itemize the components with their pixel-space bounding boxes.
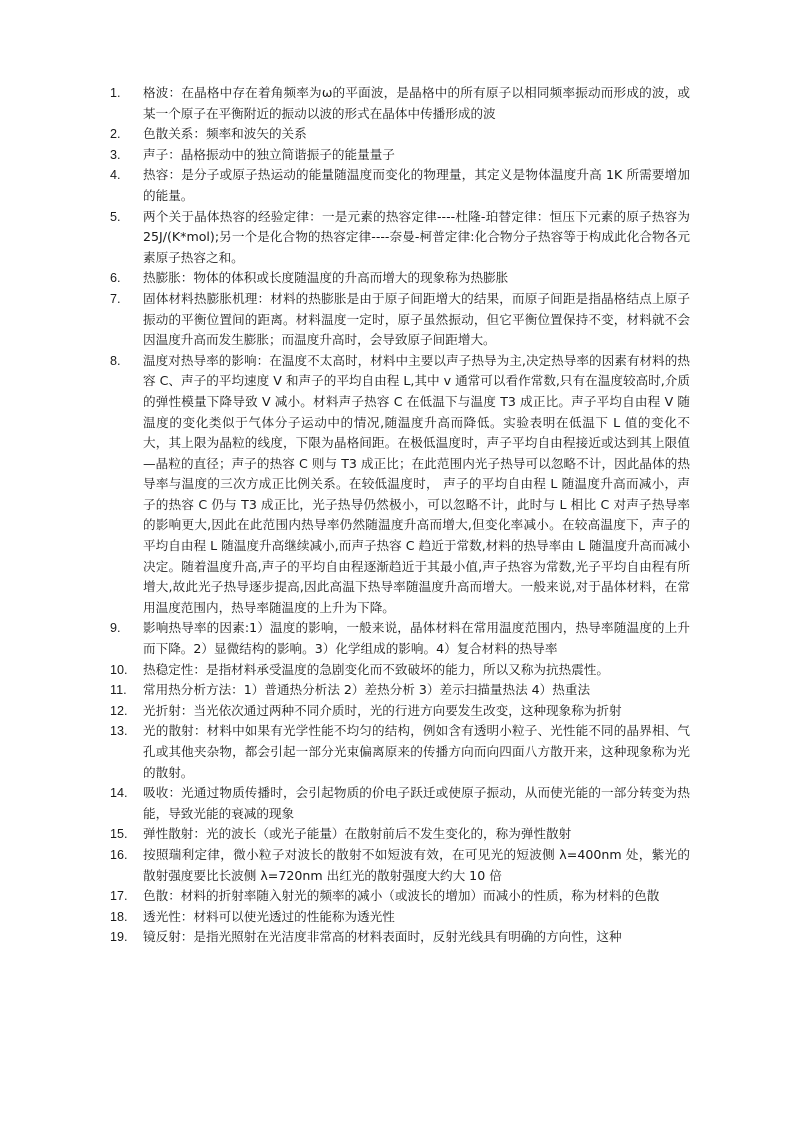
item-text: 影响热导率的因素:1）温度的影响，一般来说，晶体材料在常用温度范围内，热导率随温度的上升而下降。2）显微结构的影响。3）化学组成的影响。4）复合材料的热导率 (143, 620, 690, 657)
list-item (110, 145, 690, 166)
item-number: 7. (110, 291, 121, 306)
item-text: 透光性：材料可以使光透过的性能称为透光性 (143, 908, 395, 924)
definition-list (110, 83, 690, 948)
item-text: 格波：在晶格中存在着角频率为ω的平面波，是晶格中的所有原子以相同频率振动而形成的波，或某一个原子在平衡附近的振动以波的形式在晶体中传播形成的波 (143, 85, 690, 121)
item-number: 10. (110, 662, 128, 677)
list-item (110, 783, 690, 824)
item-number: 11. (110, 683, 127, 698)
item-text: 热容：是分子或原子热运动的能量随温度而变化的物理量，其定义是物体温度升高 1K 所需要增加的能量。 (143, 167, 690, 203)
item-number: 19. (110, 930, 128, 945)
item-text: 声子：晶格振动中的独立简谐振子的能量量子 (143, 146, 395, 162)
list-item (110, 207, 690, 269)
list-item (110, 907, 690, 928)
item-text: 色散：材料的折射率随入射光的频率的减小（或波长的增加）而减小的性质，称为材料的色散 (143, 888, 660, 904)
item-text: 两个关于晶体热容的经验定律：一是元素的热容定律----杜隆-珀替定律：恒压下元素的原子热容为 25J/(K*mol);另一个是化合物的热容定律----奈曼-柯普定律:化合物分子热容等于构成此化合物各元素原子热容之和。 (143, 208, 690, 265)
list-item (110, 721, 690, 783)
item-number: 3. (110, 147, 121, 162)
list-item (110, 824, 690, 845)
list-item (110, 927, 690, 948)
item-number: 13. (110, 724, 128, 739)
item-text: 常用热分析方法：1）普通热分析法 2）差热分析 3）差示扫描量热法 4）热重法 (143, 682, 591, 698)
list-item (110, 618, 690, 659)
list-item (110, 268, 690, 289)
list-item (110, 701, 690, 722)
item-number: 2. (110, 127, 121, 142)
item-text: 按照瑞利定律，微小粒子对波长的散射不如短波有效，在可见光的短波侧 λ=400nm 处，紫光的散射强度要比长波侧 λ=720nm 出红光的散射强度大约大 10 倍 (143, 846, 690, 883)
item-number: 9. (110, 621, 121, 636)
item-text: 光折射：当光依次通过两种不同介质时，光的行进方向要发生改变，这种现象称为折射 (143, 702, 622, 718)
item-number: 12. (110, 703, 128, 718)
list-item (110, 165, 690, 206)
item-text: 固体材料热膨胀机理：材料的热膨胀是由于原子间距增大的结果，而原子间距是指晶格结点上原子振动的平衡位置间的距离。材料温度一定时，原子虽然振动，但它平衡位置保持不变，材料就不会因温度升高而发生膨胀；而温度升高时，会导致原子间距增大。 (143, 290, 690, 348)
list-item (110, 660, 690, 681)
item-number: 4. (110, 168, 121, 183)
list-item (110, 351, 690, 619)
item-text: 温度对热导率的影响：在温度不太高时，材料中主要以声子热导为主,决定热导率的因素有材料的热容 C、声子的平均速度 V 和声子的平均自由程 L,其中 v 通常可以看作常数,只有在温度较高时,介质的弹性模量下降导致 V 减小。材料声子热容 C 在低温下与温度 T3 成正比。声子平均自由程 V 随温度的变化类似于气体分子运动中的情况,随温度升高而降低。实验表明在低温下 L 值的变化不大，其上限为晶粒的线度，下限为晶格间距。在极低温度时，声子平均自由程接近或达到其上限值—晶粒的直径；声子的热容 C 则与 T3 成正比；在此范围内光子热导可以忽略不计，因此晶体的热导率与温度的三次方成正比例关系。在较低温度时， 声子的平均自由程 L 随温度升高而减小，声子的热容 C 仍与 T3 成正比，光子热导仍然极小，可以忽略不计，此时与 L 相比 C 对声子热导率的影响更大,因此在此范围内热导率仍然随温度升高而增大,但变化率减小。在较高温度下，声子的平均自由程 L 随温度升高继续减小,而声子热容 C 趋近于常数,材料的热导率由 L 随温度升高而减小决定。随着温度升高,声子的平均自由程逐渐趋近于其最小值,声子热容为常数,光子平均自由程有所增大,故此光子热导逐步提高,因此高温下热导率随温度升高而增大。一般来说,对于晶体材料，在常用温度范围内，热导率随温度的上升为下降。 (143, 352, 690, 615)
item-number: 14. (110, 786, 128, 801)
item-text: 热膨胀：物体的体积或长度随温度的升高而增大的现象称为热膨胀 (143, 270, 509, 286)
item-number: 5. (110, 209, 121, 224)
item-text: 弹性散射：光的波长（或光子能量）在散射前后不发生变化的，称为弹性散射 (143, 826, 572, 842)
item-number: 17. (110, 889, 128, 904)
item-number: 18. (110, 909, 128, 924)
list-item (110, 83, 690, 124)
item-number: 15. (110, 827, 128, 842)
list-item (110, 124, 690, 145)
list-item (110, 886, 690, 907)
item-number: 1. (110, 86, 121, 100)
item-number: 8. (110, 353, 121, 368)
item-text: 色散关系：频率和波矢的关系 (143, 126, 307, 142)
list-item (110, 289, 690, 351)
list-item (110, 680, 690, 701)
item-text: 光的散射：材料中如果有光学性能不均匀的结构，例如含有透明小粒子、光性能不同的晶界相、气孔或其他夹杂物，都会引起一部分光束偏离原来的传播方向而向四面八方散开来，这种现象称为光的散射。 (143, 723, 690, 780)
item-text: 吸收：光通过物质传播时，会引起物质的价电子跃迁或使原子振动，从而使光能的一部分转变为热能，导致光能的衰减的现象 (143, 785, 690, 821)
item-number: 6. (110, 271, 121, 286)
item-number: 16. (110, 847, 128, 862)
list-item (110, 845, 690, 886)
item-text: 镜反射：是指光照射在光洁度非常高的材料表面时，反射光线具有明确的方向性，这种 (143, 929, 622, 945)
item-text: 热稳定性：是指材料承受温度的急剧变化而不致破坏的能力，所以又称为抗热震性。 (143, 661, 609, 677)
